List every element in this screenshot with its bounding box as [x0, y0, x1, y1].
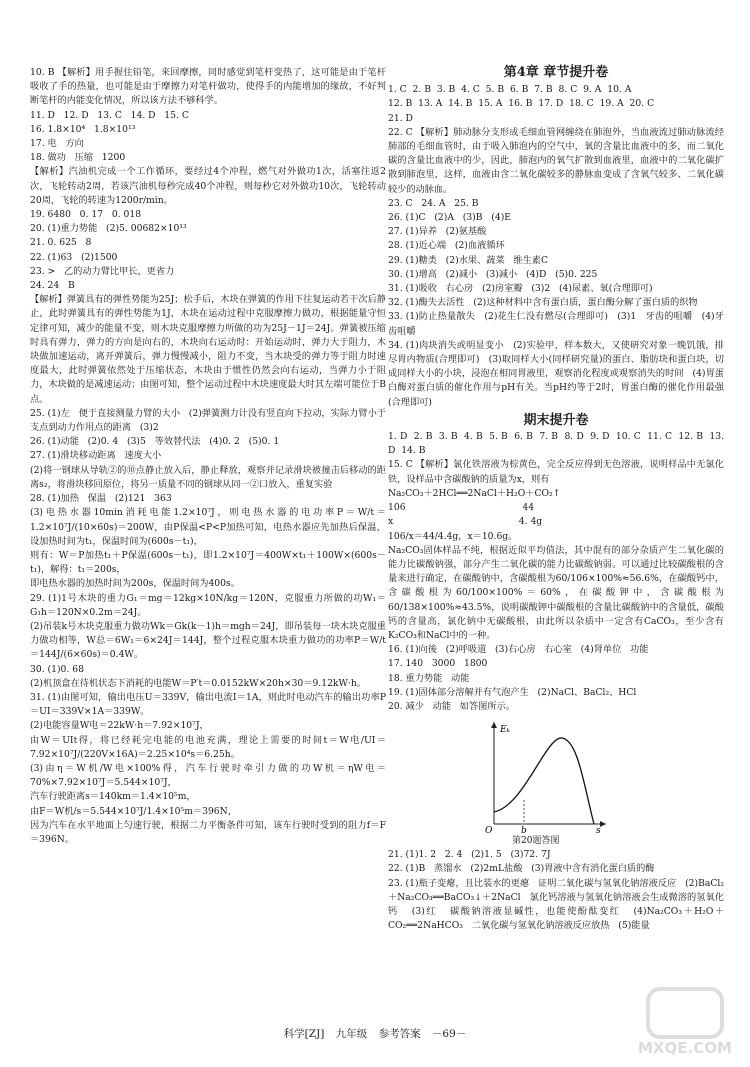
footer-section: 参考答案	[378, 1028, 421, 1040]
answer-line: 21. 0. 625 8	[30, 237, 92, 249]
answer-line: 10. B 【解析】用手握住铅笔，来回摩擦，同时感觉到笔杆变热了，这可能是由于笔杆吸收了手的热量，也可能是由于摩擦力对笔杆做功，使得手的内能增加的缘故，不好判断笔杆的内能变化情况，所以该方法不够科学。	[30, 67, 386, 107]
answer-line: 15. C 【解析】氯化铁溶液为棕黄色，完全反应得到无色溶液，说明样品中无氯化铁，设样品中含碳酸钠的质量为x，则有	[388, 459, 724, 485]
answer-line: 【解析】弹簧具有的弹性势能为25J；松手后，木块在弹簧的作用下往复运动若干次后静止，此时弹簧具有的弹性势能为1J，木块在运动过程中克服摩擦力做功，根据能量守恒定律可知，减少的能量不变，则木块克服摩擦力所做的功为25J－1J＝24J。弹簧被压缩时具有弹力，弹力的方向是向右的，木块向右运动时：开始运动时，弹力大于阻力，木块做加速运动，离开弹簧后，弹力慢慢减小，阻力不变，当木块受的弹力等于阻力时速度最大，此时弹簧依然处于压缩状态，木块由于惯性仍然会向右运动，当弹力小于阻力，木块做的是减速运动；由图可知，整个运动过程中木块速度最大时其左端可能位于B点。	[30, 294, 386, 405]
answer-line: (2)电能容量W电＝22kW·h＝7.92×10⁷J，	[30, 720, 209, 732]
kinetic-energy-curve	[494, 738, 594, 824]
answer-line: 12. B 13. A 14. B 15. A 16. B 17. D 18. C 19. A 20. C	[388, 98, 655, 110]
answer-line: 19. 6480 0. 17 0. 018	[30, 209, 142, 221]
answer-line: 19. (1)固体部分溶解并有气泡产生 (2)NaCl、BaCl₂、HCl	[388, 686, 637, 698]
answer-line: (2)机顶盒在待机状态下消耗的电能W＝P′t＝0.0152kW×20h×30＝9.12kW·h。	[30, 677, 366, 689]
answer-line: 22. (1)B 蒸馏水 (2)2mL盐酸 (3)胃液中含有消化蛋白质的酶	[388, 863, 655, 875]
chapter-answers	[388, 83, 724, 410]
answer-line: 21. D	[388, 112, 413, 124]
answer-line: Na₂CO₃＋2HCl══2NaCl＋H₂O＋CO₂↑	[388, 487, 561, 499]
answer-line: 27. (1)滑块移动距离 速度大小	[30, 450, 162, 462]
answer-line: 26. (1)动能 (2)0. 4 (3)5 等效替代法 (4)0. 2 (5)0. 1	[30, 436, 280, 448]
x-axis-label: s	[596, 826, 601, 835]
answer-line: 106/x＝44/4.4g，x＝10.6g。	[388, 530, 518, 542]
answer-line: 26. (1)C (2)A (3)B (4)E	[388, 212, 511, 224]
answer-line: 汽车行驶距离s＝140km＝1.4×10⁵m，	[30, 791, 196, 803]
graph-caption: 第20题答图	[512, 836, 560, 847]
answer-line: 由W＝UIt得，将已经耗完电能的电池充满，理论上需要的时间t＝W电/UI＝7.92×10⁷J/(220V×16A)＝2.25×10⁴s＝6.25h。	[30, 734, 386, 760]
answer-line: 28. (1)加热 保温 (2)121 363	[30, 493, 172, 505]
answer-line: 20. (1)重力势能 (2)5. 00682×10¹³	[30, 223, 187, 235]
y-axis-label: Eₖ	[500, 725, 510, 736]
answer-line: 30. (1)增高 (2)减小 (3)减小 (4)D (5)0. 225	[388, 268, 598, 280]
energy-curve-figure	[484, 716, 614, 834]
answer-line: 因为汽车在水平地面上匀速行驶，根据二力平衡条件可知，该车行驶时受到的阻力f＝F＝396N。	[30, 819, 386, 845]
answer-line: 29. (1)1号木块的重力G₁＝mg＝12kg×10N/kg＝120N，克服重力所做的功W₁＝G₁h＝120N×0.2m＝24J。	[30, 592, 386, 618]
answer-line: 34. (1)肉块消失或明显变小 (2)实验甲，样本数大，又使研究对象一晚饥饿，排尽胃内物质(合理即可) (3)取同样大小(同样研究量)的蛋白、脂肪块和蛋白块，切成同样大小的小块，浸泡在相同胃液里，观察消化程度或观察消失的时间 (4)胃蛋白酶对蛋白质的催化作用与pH有关。当pH约等于2时，胃蛋白酶的催化作用最强(合理即可)	[388, 339, 724, 408]
footer-page: －69－	[431, 1028, 467, 1040]
watermark-logo	[626, 987, 736, 1057]
answer-line: 23. (1)瓶子变瘪，且比装水的更瘪 证明二氧化碳与氢氧化钠溶液反应 (2)BaCl₂＋Na₂CO₃══BaCO₃↓＋2NaCl 氯化钙溶液与氢氧化钠溶液会生成微溶的氢氧化钙 (3)红 碳酸钠溶液显碱性，也能使酚酞变红 (4)Na₂CO₃＋H₂O＋CO₂══2NaHCO₃ 二氧化碳与氢氧化钠溶液反应放热 (5)能量	[388, 877, 724, 932]
answer-line: 22. (1)63 (2)1500	[30, 251, 118, 263]
answer-line: (3)电热水器10min消耗电能1.2×10⁷J，则电热水器的电功率P＝W/t＝1.2×10⁷J/(10×60s)＝200W，由P保温<P<P加热可知，电热水器应先加热后保温，设加热时间为t₁，保温时间为(600s－t₁)，	[30, 507, 386, 547]
watermark-text: MXQE.COM	[638, 1039, 732, 1057]
answer-line: 17. 电 方向	[30, 138, 84, 150]
answer-line: 18. 重力势能 动能	[388, 672, 470, 684]
y-arrow-icon	[491, 722, 497, 728]
answer-line: 1. C 2. B 3. B 4. C 5. B 6. B 7. B 8. C 9. A 10. A	[388, 84, 632, 96]
answer-line: 24. 24 B	[30, 280, 75, 292]
answer-graph	[388, 716, 724, 846]
left-column	[30, 66, 386, 847]
answer-line: 31. (1)由图可知，输出电压U＝339V，输出电流I＝1A，则此时电动汽车的输出功率P＝UI＝339V×1A＝339W。	[30, 691, 386, 718]
answer-line: 28. (1)近心端 (2)血液循环	[388, 240, 505, 252]
chapter-heading: 第4章 章节提升卷	[503, 65, 609, 80]
answer-line: 17. 140 3000 1800	[388, 658, 488, 670]
answer-line: 25. (1)左 便于直接测量力臂的大小 (2)弹簧测力计没有竖直向下拉动，实际力臂小于支点到动力作用点的距离 (3)2	[30, 407, 386, 434]
answer-line: 30. (1)0. 68	[30, 663, 84, 675]
answer-line: 即电热水器的加热时间为200s，保温时间为400s。	[30, 578, 240, 590]
answer-line: 21. (1)1. 2 2. 4 (2)1. 5 (3)72. 7J	[388, 849, 551, 861]
answer-line: Na₂CO₃固体样品不纯，根据近似平均值法，其中混有的部分杂质产生二氧化碳的能力比碳酸钠强，部分产生二氧化碳的能力比碳酸钠弱。可以通过比较碳酸根的含量来进行确定，在碳酸钠中，含碳酸根为60/106×100%≈56.6%，在碳酸钙中，含碳酸根为60/100×100%＝60%，在碳酸钾中，含碳酸根为60/138×100%≈43.5%，说明碳酸钾中碳酸根的含量比碳酸钠中的含量低，碳酸钙的含量高，氯化钠中无碳酸根，由此所以杂质中一定含有CaCO₃，至少含有K₂CO₃和NaCl中的一种。	[388, 544, 724, 641]
answer-line: 22. C 【解析】肺动脉分支形成毛细血管网缠绕在肺泡外，当血液流过肺动脉流经肺部的毛细血管时，由于吸入肺泡内的空气中，氧的含量比血液中的多，而二氧化碳的含量比血液中的少，因此，肺泡内的氧气扩散到血液里，血液中的二氧化碳扩散到肺泡里，这样，血液由含二氧化碳较多的静脉血变成了含氧气较多、二氧化碳较少的动脉血。	[388, 126, 724, 195]
answer-line: 20. 减少 动能 如答图所示。	[388, 700, 515, 712]
footer-grade: 九年级	[335, 1028, 368, 1040]
answer-line: 33. (1)防止热量散失 (2)花生仁没有燃尽(合理即可) (3)1 牙齿的咀嚼 (4)牙齿咀嚼	[388, 311, 724, 337]
right-column	[388, 65, 727, 933]
answer-line: 31. (1)吸收 右心房 (2)房室瓣 (3)2 (4)尿素、氧(合理即可)	[388, 283, 653, 295]
answer-line: 则有：W＝P加热t₁＋P保温(600s－t₁)，即1.2×10⁷J＝400W×t₁＋100W×(600s－t₁)，解得：t₁＝200s，	[30, 549, 386, 576]
final-heading: 期末提升卷	[523, 412, 589, 428]
answer-line: 23. C 24. A 25. B	[388, 197, 479, 209]
b-label: b	[521, 826, 527, 835]
answer-line: 【解析】汽油机完成一个工作循环，要经过4个冲程，燃气对外做功1次，活塞往返2次，飞轮转动2周，若该汽油机每秒完成40个冲程，则每秒它对外做功10次，飞轮转动20周，飞轮的转速为1200r/min。	[30, 166, 386, 206]
footer-subject: 科学[ZJ]	[283, 1028, 325, 1040]
answer-line: 1. D 2. B 3. B 4. B 5. B 6. B 7. B 8. D 9. D 10. C 11. C 12. B 13. D 14. B	[388, 431, 727, 457]
answer-line: 16. (1)向後 (2)呼吸道 (3)右心房 右心室 (4)肾单位 功能	[388, 644, 649, 656]
final-answers	[388, 430, 727, 714]
answer-line: 23. > 乙的动力臂比甲长，更省力	[30, 265, 175, 277]
answer-line: (2)将一钢球从导轨②的⑩点静止放入后，静止释放，观察并记录滑块被撞击后移动的距离s₂，将滑块移回原位，将另一质量不同的钢球从同一②口放入，重复实验	[30, 464, 386, 490]
answer-line: (2)吊装k号木块克服重力做功Wk＝Gk(k－1)h＝mgh＝24J，即吊装每一块木块克服重力做功相等，W总＝6W₁＝6×24J＝144J，整个过程克服木块重力做功的功率P＝W/t＝144J/(6×60s)＝0.4W。	[30, 620, 386, 661]
answer-line: 106 44	[388, 502, 535, 514]
answer-line: 由F＝W机/s＝5.544×10⁷J/1.4×10⁵m＝396N，	[30, 805, 237, 817]
answer-line: x 4. 4g	[388, 516, 543, 528]
origin-label: O	[485, 826, 493, 835]
answer-line: 32. (1)酶失去活性 (2)这种材料中含有蛋白质，蛋白酶分解了蛋白质的织物	[388, 297, 698, 309]
watermark-badge-icon	[646, 987, 724, 1039]
answer-line: 18. 做功 压缩 1200	[30, 152, 126, 164]
answer-line: 11. D 12. D 13. C 14. D 15. C	[30, 109, 189, 121]
answer-line: 16. 1.8×10⁴ 1.8×10¹³	[30, 123, 136, 135]
answer-line: 29. (1)糖类 (2)水果、蔬菜 维生素C	[388, 254, 548, 266]
x-arrow-icon	[600, 821, 606, 827]
final-answers-continued	[388, 848, 724, 933]
answer-line: (3)由η＝W机/W电×100%得，汽车行驶时牵引力做的功W机＝ηW电＝70%×7.92×10⁷J＝5.544×10⁷J，	[30, 762, 386, 789]
answer-line: 27. (1)异养 (2)氨基酸	[388, 226, 487, 238]
